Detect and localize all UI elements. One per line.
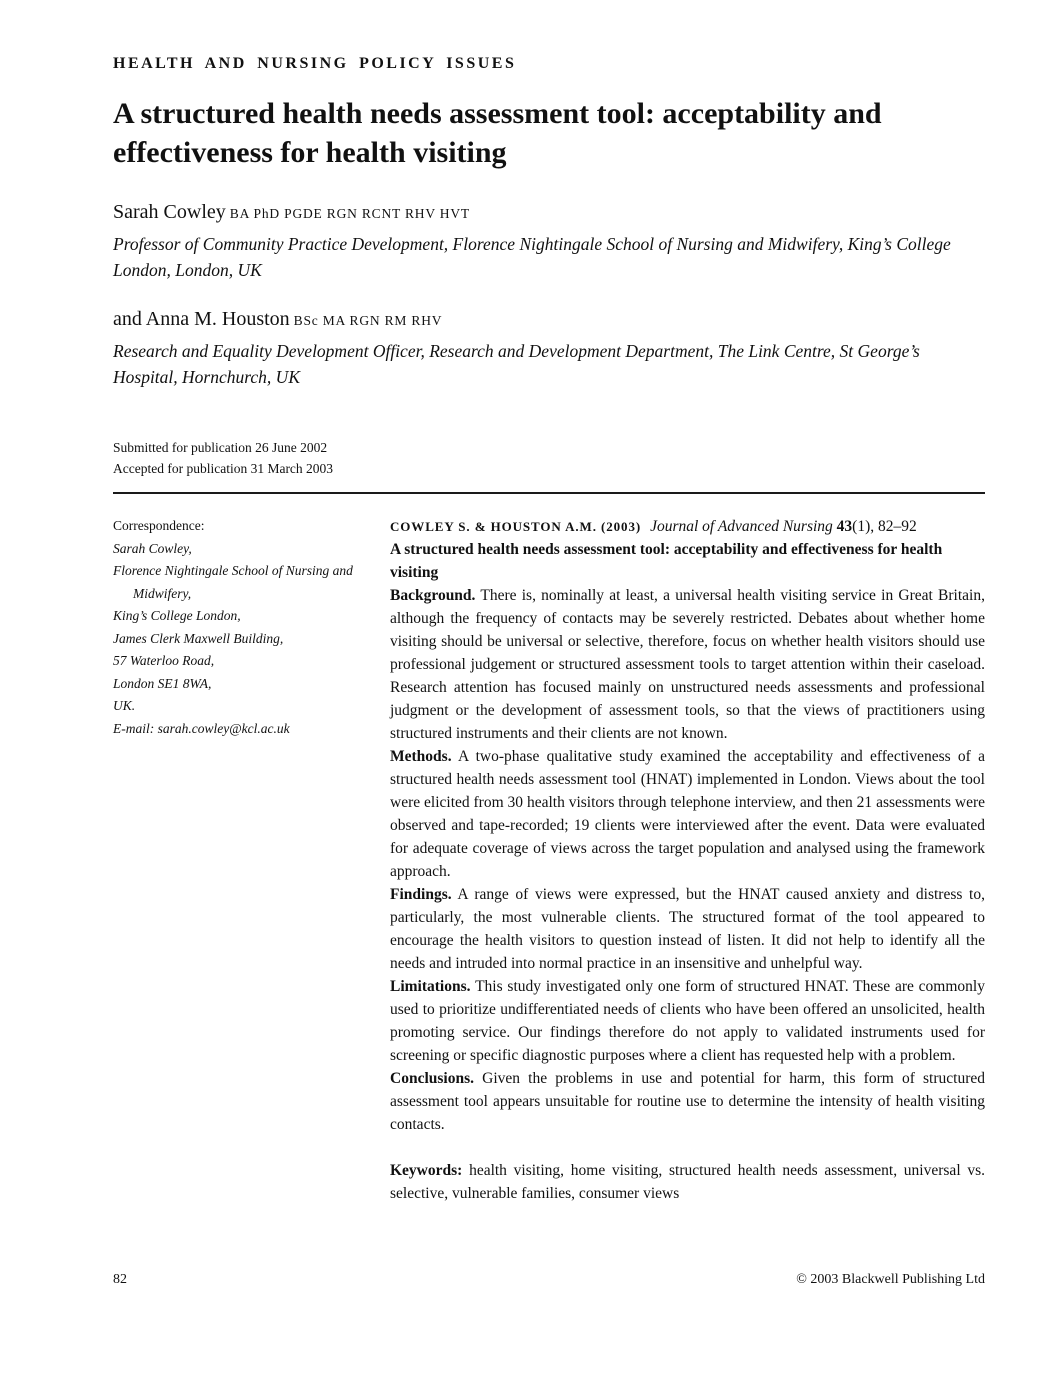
abstract-section-label: Conclusions.: [390, 1070, 474, 1087]
abstract-section-label: Methods.: [390, 748, 452, 765]
citation-journal: Journal of Advanced Nursing: [650, 518, 833, 535]
abstract-section-label: Findings.: [390, 886, 452, 903]
author-credentials: BA PhD PGDE RGN RCNT RHV HVT: [229, 206, 470, 221]
correspondence-line: James Clerk Maxwell Building,: [113, 630, 284, 646]
keywords-text: health visiting, home visiting, structured health needs assessment, universal vs. selective, vulnerable families, consumer views: [390, 1162, 986, 1202]
abstract-section-label: Limitations.: [390, 978, 471, 995]
copyright-notice: © 2003 Blackwell Publishing Ltd: [796, 1272, 985, 1287]
citation-authors: COWLEY S. & HOUSTON A.M. (2003): [390, 519, 642, 534]
citation-line: [390, 515, 985, 538]
abstract-section-text: A two-phase qualitative study examined the acceptability and effectiveness of a structured health needs assessment tool (HNAT) implemented in London. Views about the tool were elicited from 30 health visitors through telephone interview, and then 21 assessments were observed and tape-recorded; 19 clients were interviewed after the event. Data were evaluated for adequate coverage of views across the target population and analysed using the framework approach.: [390, 748, 985, 880]
abstract-section-text: There is, nominally at least, a universal health visiting service in Great Britain, although the frequency of contacts may be severely restricted. Debates about whether home visiting should be universal or selective, therefore, focus on whether health visitors should use professional judgement or structured assessment tools to target attention within their caseload. Research attention has focused mainly on unstructured needs assessments and professional judgment or the development of assessment tools, so that the views of practitioners using structured instruments and their clients are not known.: [390, 587, 985, 742]
abstract-section-text: This study investigated only one form of structured HNAT. These are commonly used to prioritize undifferentiated needs of clients who have been offered an unsolicited, health promoting service. Our findings therefore do not apply to validated instruments used for screening or specific diagnostic purposes where a client has requested help with a problem.: [390, 978, 985, 1064]
two-column-body: [113, 515, 985, 1205]
publication-dates: [113, 437, 985, 479]
correspondence-email: E-mail: sarah.cowley@kcl.ac.uk: [113, 720, 290, 736]
author-affiliation: Professor of Community Practice Development, Florence Nightingale School of Nursing and Midwifery, King’s College London, London, UK: [113, 234, 951, 280]
correspondence-label: Correspondence:: [113, 518, 205, 533]
correspondence-line: London SE1 8WA,: [113, 675, 212, 691]
citation-issue-pages: (1), 82–92: [852, 518, 917, 535]
correspondence-line: UK.: [113, 698, 136, 713]
page-number: 82: [113, 1272, 127, 1287]
abstract-title: A structured health needs assessment tool: acceptability and effectiveness for health visiting: [390, 541, 943, 581]
keywords-label: Keywords:: [390, 1162, 463, 1179]
abstract-section-background: [390, 584, 985, 745]
abstract-section-limitations: [390, 975, 985, 1067]
divider-rule: [113, 492, 985, 494]
abstract: [390, 515, 985, 1205]
abstract-section-text: Given the problems in use and potential for harm, this form of structured assessment tool appears unsuitable for routine use to determine the intensity of health visiting contacts.: [390, 1070, 986, 1133]
correspondence-line: Florence Nightingale School of Nursing and Midwifery,: [113, 563, 353, 601]
author-block: [113, 201, 985, 283]
author-credentials: BSc MA RGN RM RHV: [293, 313, 443, 328]
abstract-section-text: A range of views were expressed, but the HNAT caused anxiety and distress to, particularly, the most vulnerable clients. The structured format of the tool appeared to encourage the health visitors to question instead of listen. It did not help to identify all the needs and intruded into normal practice in an insensitive and unhelpful way.: [390, 886, 985, 972]
abstract-section-findings: [390, 883, 985, 975]
keywords-line: [390, 1159, 985, 1205]
abstract-section-label: Background.: [390, 587, 476, 604]
correspondence-block: [113, 515, 390, 1205]
citation-volume: 43: [836, 518, 853, 535]
author-name: and Anna M. Houston: [113, 308, 290, 330]
correspondence-line: Sarah Cowley,: [113, 540, 192, 556]
correspondence-line: King’s College London,: [113, 608, 241, 623]
accepted-date: Accepted for publication 31 March 2003: [113, 461, 334, 476]
page-footer: [113, 1272, 985, 1288]
abstract-section-methods: [390, 745, 985, 883]
section-heading: HEALTH AND NURSING POLICY ISSUES: [113, 55, 517, 72]
article-title: A structured health needs assessment tool: acceptability and effectiveness for health visiting: [113, 97, 882, 169]
author-name: Sarah Cowley: [113, 201, 226, 223]
author-affiliation: Research and Equality Development Officer, Research and Development Department, The Link Centre, St George’s Hospital, Hornchurch, UK: [113, 341, 920, 387]
submitted-date: Submitted for publication 26 June 2002: [113, 440, 328, 455]
correspondence-line: 57 Waterloo Road,: [113, 653, 215, 668]
abstract-section-conclusions: [390, 1067, 985, 1136]
author-block: [113, 308, 985, 390]
